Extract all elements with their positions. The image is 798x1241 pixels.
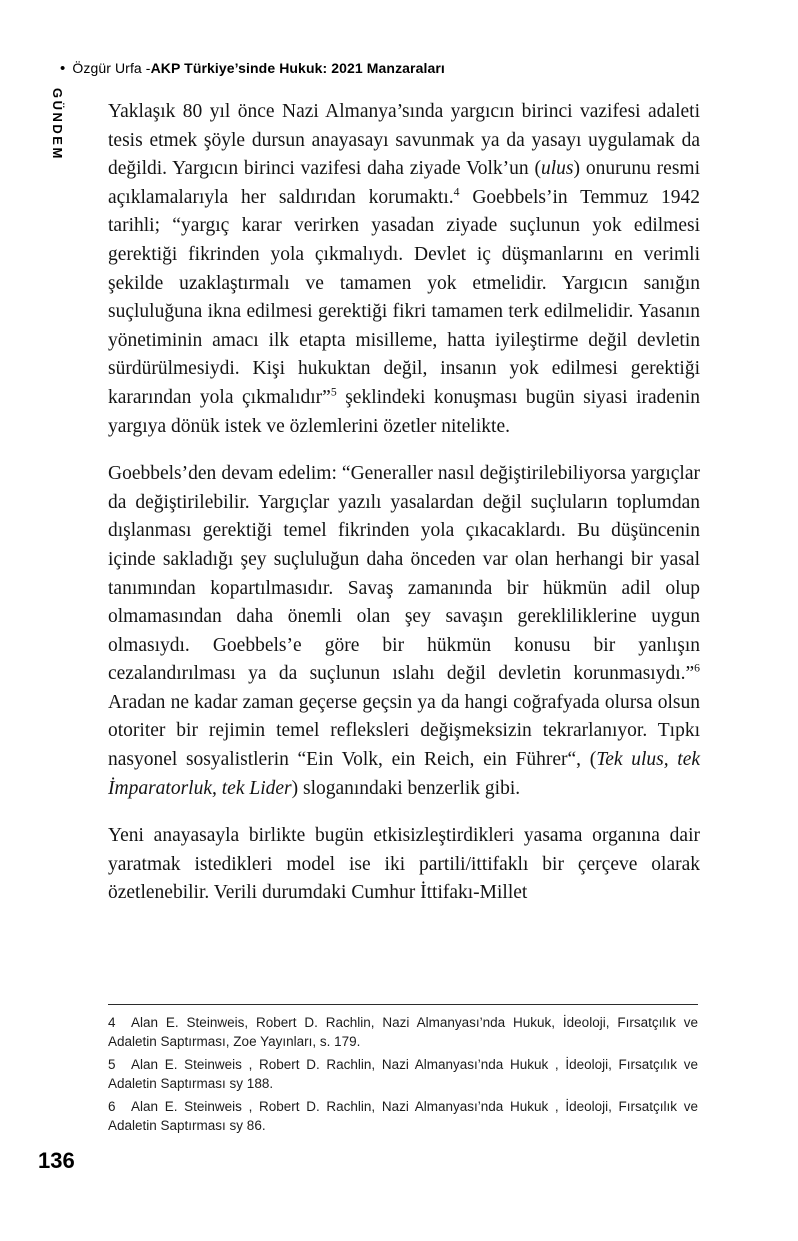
footnote-text: Alan E. Steinweis , Robert D. Rachlin, Nazi Almanyası’nda Hukuk , İdeoloji, Fırsatçılık ve Adaletin Saptırması sy 188. [108, 1057, 698, 1091]
footnote-text: Alan E. Steinweis , Robert D. Rachlin, Nazi Almanyası’nda Hukuk , İdeoloji, Fırsatçılık ve Adaletin Saptırması sy 86. [108, 1099, 698, 1133]
footnote [108, 1013, 698, 1051]
page-number: 136 [38, 1148, 75, 1173]
running-header [60, 60, 445, 77]
footnote-number: 5 [108, 1057, 116, 1072]
paragraph: Goebbels’den devam edelim: “Generaller nasıl değiştirilebiliyorsa yargıçlar da değiştirilebilir. Yargıçlar yazılı yasalardan değil suçluların toplumdan dışlanması gerektiği temel fikrinden yola çıkacaklardı. Bu düşüncenin içinde sakladığı şey suçluluğun daha önceden var olan herhangi bir yasal tanımından kopartılmasıdır. Savaş zamanında bir hükmün adil olup olmamasından daha önemli olan şey savaşın gerekliliklerine uygun olmasıydı. Goebbels’e göre bir hükmün konusu bir yanlışın cezalandırılması ya da suçlunun ıslahı değil devletin korunmasıydı.”$^6$ Aradan ne kadar zaman geçerse geçsin ya da hangi coğrafyada olursa olsun otoriter bir rejimin temel refleksleri değişmeksizin tekrarlanıyor. Tıpkı nasyonel sosyalistlerin “Ein Volk, ein Reich, ein Führer“, (Tek ulus, tek İmparatorluk, tek Lider) sloganındaki benzerlik gibi. [108, 463, 700, 799]
footnotes-section [108, 1004, 698, 1139]
footnote-text: Alan E. Steinweis, Robert D. Rachlin, Nazi Almanyası’nda Hukuk, İdeoloji, Fırsatçılık ve Adaletin Saptırması, Zoe Yayınları, s. 179. [108, 1015, 698, 1049]
paragraph: Yaklaşık 80 yıl önce Nazi Almanya’sında yargıcın birinci vazifesi adaleti tesis etmek şöyle dursun anayasayı savunmak ya da yasayı uygulamak da değildi. Yargıcın birinci vazifesi daha ziyade Volk’un (ulus) onurunu resmi açıklamalarıyla her saldırıdan korumaktı.$^4$ Goebbels’in Temmuz 1942 tarihli; “yargıç karar verirken yasadan ziyade suçlunun yok edilmesi gerektiği fikrinden yola çıkmalıydı. Devlet iç düşmanlarını en verimli şekilde uzaklaştırmalı ve tamamen yok etmelidir. Yargıcın sanığın suçluluğuna ikna edilmesi gerektiği fikri tamamen terk edilmelidir. Yasanın yönetiminin amacı ilk etapta misilleme, hatta iyileştirme değil devletin sürdürülmesiydi. Kişi hukuktan değil, insanın yok edilmesi gerektiği kararından yola çıkmalıdır”$^5$ şeklindeki konuşması bugün siyasi iradenin yargıya dönük istek ve özlemlerini özetler nitelikte. [108, 101, 700, 437]
footnote-number: 4 [108, 1015, 116, 1030]
header-book-title: AKP Türkiye’sinde Hukuk: 2021 Manzaraları [150, 60, 445, 76]
header-author: Özgür Urfa - [72, 60, 151, 76]
section-label-gundem: GÜNDEM [50, 88, 65, 161]
body-text [108, 98, 700, 927]
footnote [108, 1055, 698, 1093]
paragraph: Yeni anayasayla birlikte bugün etkisizleştirdikleri yasama organına dair yaratmak istedikleri model ise iki partili/ittifaklı bir çerçeve olarak özetlenebilir. Verili durumdaki Cumhur İttifakı-Millet [108, 825, 700, 904]
footnote [108, 1097, 698, 1135]
footnote-number: 6 [108, 1099, 116, 1114]
header-bullet: • [60, 60, 66, 77]
